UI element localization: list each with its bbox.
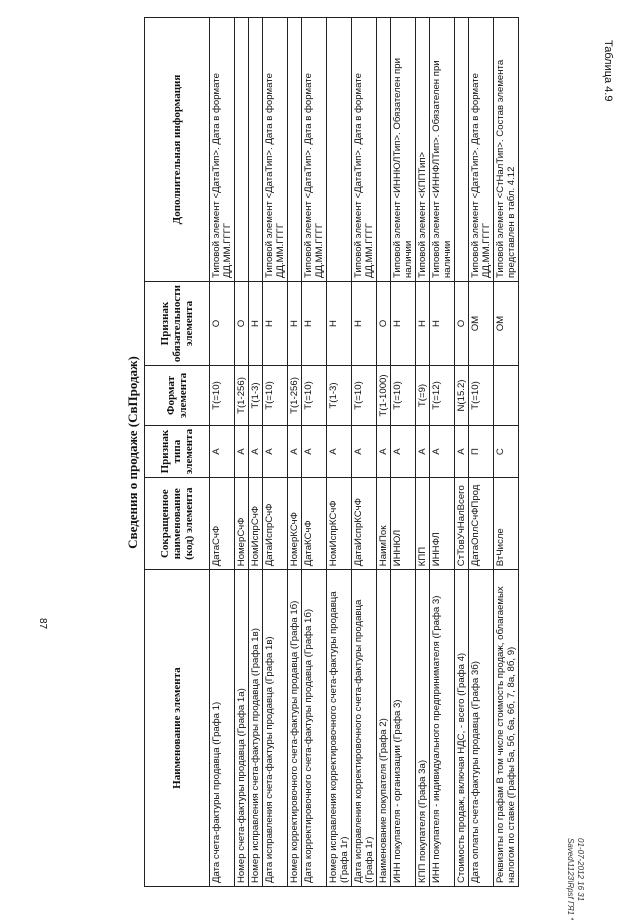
cell-short-name: НомИспрКСчФ — [327, 478, 352, 570]
footer-line-1: 01-07-2012 16 31 — [576, 838, 585, 902]
cell-format: T(=12) — [430, 366, 455, 426]
cell-type: А — [249, 425, 263, 477]
cell-short-name: НомИспрСчФ — [249, 478, 263, 570]
table-row — [455, 18, 469, 887]
cell-short-name: ДатаИспрКСчФ — [352, 478, 377, 570]
cell-extra-info: Типовой элемент <ДатаТип>. Дата в формате ДД.ММ.ГГГГ — [263, 18, 288, 282]
cell-required: Н — [391, 282, 416, 366]
cell-format — [494, 366, 519, 426]
cell-element-name: Номер корректировочного счета-фактуры продавца (Графа 1б) — [288, 570, 302, 887]
cell-required: О — [455, 282, 469, 366]
cell-short-name: КПП — [416, 478, 430, 570]
table-row — [352, 18, 377, 887]
table-row — [494, 18, 519, 887]
cell-format: T(=10) — [263, 366, 288, 426]
cell-required: Н — [416, 282, 430, 366]
cell-short-name: ИННФЛ — [430, 478, 455, 570]
cell-format: T(=10) — [391, 366, 416, 426]
table-label: Таблица 4.9 — [602, 40, 614, 102]
cell-short-name: ДатаОплСчФПрод — [469, 478, 494, 570]
table-row — [430, 18, 455, 887]
cell-type: А — [352, 425, 377, 477]
cell-type: А — [391, 425, 416, 477]
cell-short-name: ИННЮЛ — [391, 478, 416, 570]
cell-extra-info: Типовой элемент <ИННФЛТип>. Обязателен при наличии — [430, 18, 455, 282]
cell-element-name: ИНН покупателя - индивидуального предпринимателя (Графа 3) — [430, 570, 455, 887]
cell-type: С — [494, 425, 519, 477]
table-body — [210, 18, 519, 887]
cell-format: T(=9) — [416, 366, 430, 426]
table-row — [391, 18, 416, 887]
header-extra-info: Дополнительная информация — [145, 18, 210, 282]
header-required: Признак обязательности элемента — [145, 282, 210, 366]
cell-element-name: ИНН покупателя - организации (Графа 3) — [391, 570, 416, 887]
cell-required: Н — [327, 282, 352, 366]
header-element-name: Наименование элемента — [145, 570, 210, 887]
cell-format: T(1-256) — [288, 366, 302, 426]
header-type: Признак типа элемента — [145, 425, 210, 477]
cell-format: N(15.2) — [455, 366, 469, 426]
cell-format: T(1-3) — [249, 366, 263, 426]
cell-extra-info: Типовой элемент <ДатаТип>. Дата в формате ДД.ММ.ГГГГ — [352, 18, 377, 282]
table-row — [469, 18, 494, 887]
cell-extra-info: Типовой элемент <КППТип> — [416, 18, 430, 282]
cell-type: А — [455, 425, 469, 477]
cell-extra-info: Типовой элемент <ДатаТип>. Дата в формате ДД.ММ.ГГГГ — [469, 18, 494, 282]
cell-extra-info — [288, 18, 302, 282]
cell-short-name: ДатаСчФ — [210, 478, 235, 570]
cell-required: Н — [288, 282, 302, 366]
cell-format: T(1-1000) — [377, 366, 391, 426]
cell-type: П — [469, 425, 494, 477]
cell-format: T(=10) — [469, 366, 494, 426]
table-caption: Сведения о продаже (СвПродаж) — [125, 356, 140, 549]
table-row — [377, 18, 391, 887]
cell-required: О — [377, 282, 391, 366]
rotated-content — [122, 10, 612, 895]
header-short-name: Сокращенное наименование (код) элемента — [145, 478, 210, 570]
cell-short-name: НомерКСчФ — [288, 478, 302, 570]
cell-extra-info — [455, 18, 469, 282]
cell-required: Н — [263, 282, 288, 366]
cell-required: Н — [430, 282, 455, 366]
cell-required: ОМ — [494, 282, 519, 366]
cell-element-name: Дата счета-фактуры продавца (Графа 1) — [210, 570, 235, 887]
cell-extra-info: Типовой элемент <ДатаТип>. Дата в формате ДД.ММ.ГГГГ — [210, 18, 235, 282]
cell-element-name: Дата исправления корректировочного счета-фактуры продавца (Графа 1г) — [352, 570, 377, 887]
cell-extra-info: Типовой элемент <ИННЮЛТип>. Обязателен при наличии — [391, 18, 416, 282]
cell-required: О — [210, 282, 235, 366]
cell-required: Н — [249, 282, 263, 366]
cell-element-name: Дата исправления счета-фактуры продавца (Графа 1в) — [263, 570, 288, 887]
cell-type: А — [327, 425, 352, 477]
cell-type: А — [430, 425, 455, 477]
cell-type: А — [416, 425, 430, 477]
cell-type: А — [288, 425, 302, 477]
cell-short-name: НаимПок — [377, 478, 391, 570]
cell-extra-info — [377, 18, 391, 282]
cell-required: Н — [302, 282, 327, 366]
cell-required: О — [235, 282, 249, 366]
table-row — [210, 18, 235, 887]
cell-element-name: КПП покупателя (Графа 3а) — [416, 570, 430, 887]
cell-short-name: ДатаИспрСчФ — [263, 478, 288, 570]
cell-required: Н — [352, 282, 377, 366]
cell-type: А — [377, 425, 391, 477]
table-row — [288, 18, 302, 887]
cell-extra-info — [327, 18, 352, 282]
cell-extra-info — [249, 18, 263, 282]
cell-element-name: Наименование покупателя (Графа 2) — [377, 570, 391, 887]
cell-short-name: СтТовУчНалВсего — [455, 478, 469, 570]
cell-short-name: ВтЧисле — [494, 478, 519, 570]
table-row — [249, 18, 263, 887]
footer-line-2: Saved\1123\Rpsf ГЯ1 * — [566, 838, 575, 920]
page-number: 87 — [37, 618, 48, 630]
cell-format: T(=10) — [352, 366, 377, 426]
cell-format: T(1-256) — [235, 366, 249, 426]
cell-element-name: Реквизиты по графам В том числе стоимость продаж, облагаемых налогом по ставке (Графы 5а, 5б, 6а, 6б, 7, 8а, 8б, 9) — [494, 570, 519, 887]
table-row — [327, 18, 352, 887]
header-format: Формат элемента — [145, 366, 210, 426]
cell-element-name: Номер исправления счета-фактуры продавца (Графа 1в) — [249, 570, 263, 887]
table-row — [263, 18, 288, 887]
cell-element-name: Стоимость продаж, включая НДС, - всего (Графа 4) — [455, 570, 469, 887]
cell-short-name: ДатаКСчФ — [302, 478, 327, 570]
table-row — [235, 18, 249, 887]
data-table — [144, 17, 519, 887]
cell-format: T(1-3) — [327, 366, 352, 426]
cell-type: А — [235, 425, 249, 477]
table-row — [416, 18, 430, 887]
cell-extra-info: Типовой элемент <ДатаТип>. Дата в формате ДД.ММ.ГГГГ — [302, 18, 327, 282]
cell-element-name: Дата оплаты счета-фактуры продавца (Графа 3б) — [469, 570, 494, 887]
cell-type: А — [210, 425, 235, 477]
table-row — [302, 18, 327, 887]
cell-type: А — [302, 425, 327, 477]
cell-element-name: Номер счета-фактуры продавца (Графа 1а) — [235, 570, 249, 887]
cell-format: T(=10) — [210, 366, 235, 426]
cell-extra-info: Типовой элемент <СтНалТип>. Состав элемента представлен в табл. 4.12 — [494, 18, 519, 282]
cell-required: ОМ — [469, 282, 494, 366]
cell-extra-info — [235, 18, 249, 282]
table-header-row — [145, 18, 210, 887]
cell-type: А — [263, 425, 288, 477]
cell-format: T(=10) — [302, 366, 327, 426]
cell-element-name: Дата корректировочного счета-фактуры продавца (Графа 1б) — [302, 570, 327, 887]
cell-short-name: НомерСчФ — [235, 478, 249, 570]
cell-element-name: Номер исправления корректировочного счета-фактуры продавца (Графа 1г) — [327, 570, 352, 887]
